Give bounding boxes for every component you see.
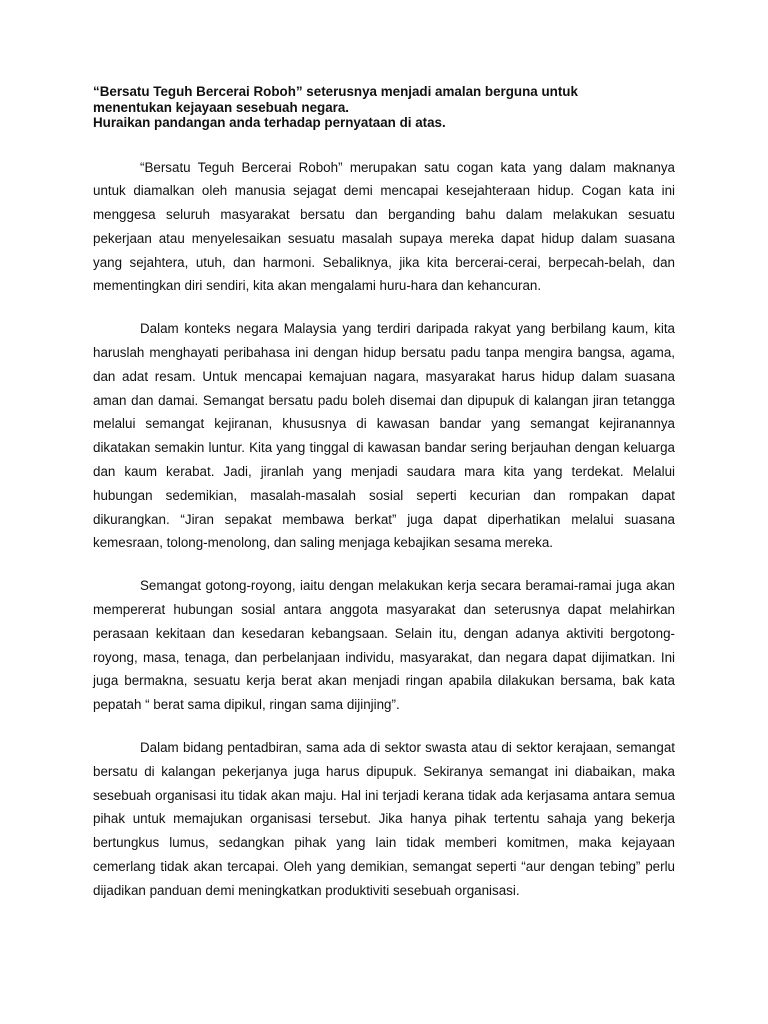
document-page — [93, 84, 675, 922]
paragraph-administration: Dalam bidang pentadbiran, sama ada di sektor swasta atau di sektor kerajaan, semangat bersatu di kalangan pekerjanya juga harus dipupuk. Sekiranya semangat ini diabaikan, maka sesebuah organisasi itu tidak akan maju. Hal ini terjadi kerana tidak ada kerjasama antara semua pihak untuk memajukan organisasi tersebut. Jika hanya pihak tertentu sahaja yang bekerja bertungkus lumus, sedangkan pihak yang lain tidak memberi komitmen, maka kejayaan cemerlang tidak akan tercapai. Oleh yang demikian, semangat seperti “aur dengan tebing” perlu dijadikan panduan demi meningkatkan produktiviti sesebuah organisasi. — [93, 740, 675, 898]
paragraph-malaysia-context: Dalam konteks negara Malaysia yang terdiri daripada rakyat yang berbilang kaum, kita haruslah menghayati peribahasa ini dengan hidup bersatu padu tanpa mengira bangsa, agama, dan adat resam. Untuk mencapai kemajuan nagara, masyarakat harus hidup dalam suasana aman dan damai. Semangat bersatu padu boleh disemai dan dipupuk di kalangan jiran tetangga melalui semangat kejiranan, khususnya di kawasan bandar yang semangat kejiranannya dikatakan semakin luntur. Kita yang tinggal di kawasan bandar sering berjauhan dengan keluarga dan kaum kerabat. Jadi, jiranlah yang menjadi saudara mara kita yang terdekat. Melalui hubungan sedemikian, masalah-masalah sosial seperti kecurian dan rompakan dapat dikurangkan. “Jiran sepakat membawa berkat” juga dapat diperhatikan melalui suasana kemesraan, tolong-menolong, dan saling menjaga kebajikan sesama mereka. — [93, 321, 675, 551]
paragraph-gotong-royong: Semangat gotong-royong, iaitu dengan melakukan kerja secara beramai-ramai juga akan mempererat hubungan sosial antara anggota masyarakat dan seterusnya dapat melahirkan perasaan kekitaan dan kesedaran kebangsaan. Selain itu, dengan adanya aktiviti bergotong-royong, masa, tenaga, dan perbelanjaan individu, masyarakat, dan negara dapat dijimatkan. Ini juga bermakna, sesuatu kerja berat akan menjadi ringan apabila dilakukan bersama, bak kata pepatah “ berat sama dipikul, ringan sama dijinjing”. — [93, 578, 675, 713]
essay-body — [93, 156, 675, 903]
paragraph-introduction: “Bersatu Teguh Bercerai Roboh” merupakan satu cogan kata yang dalam maknanya untuk diamalkan oleh manusia sejagat demi mencapai kesejahteraan hidup. Cogan kata ini menggesa seluruh masyarakat bersatu dan berganding bahu dalam melakukan sesuatu pekerjaan atau menyelesaikan sesuatu masalah supaya mereka dapat hidup dalam suasana yang sejahtera, utuh, dan harmoni. Sebaliknya, jika kita bercerai-cerai, berpecah-belah, dan mementingkan diri sendiri, kita akan mengalami huru-hara dan kehancuran. — [93, 159, 675, 294]
question-instruction: Huraikan pandangan anda terhadap pernyataan di atas. — [93, 115, 446, 130]
question-line-2: menentukan kejayaan sesebuah negara. — [93, 99, 350, 115]
essay-question — [93, 84, 675, 131]
question-line-1: “Bersatu Teguh Bercerai Roboh” seterusnya menjadi amalan berguna untuk — [93, 84, 578, 99]
